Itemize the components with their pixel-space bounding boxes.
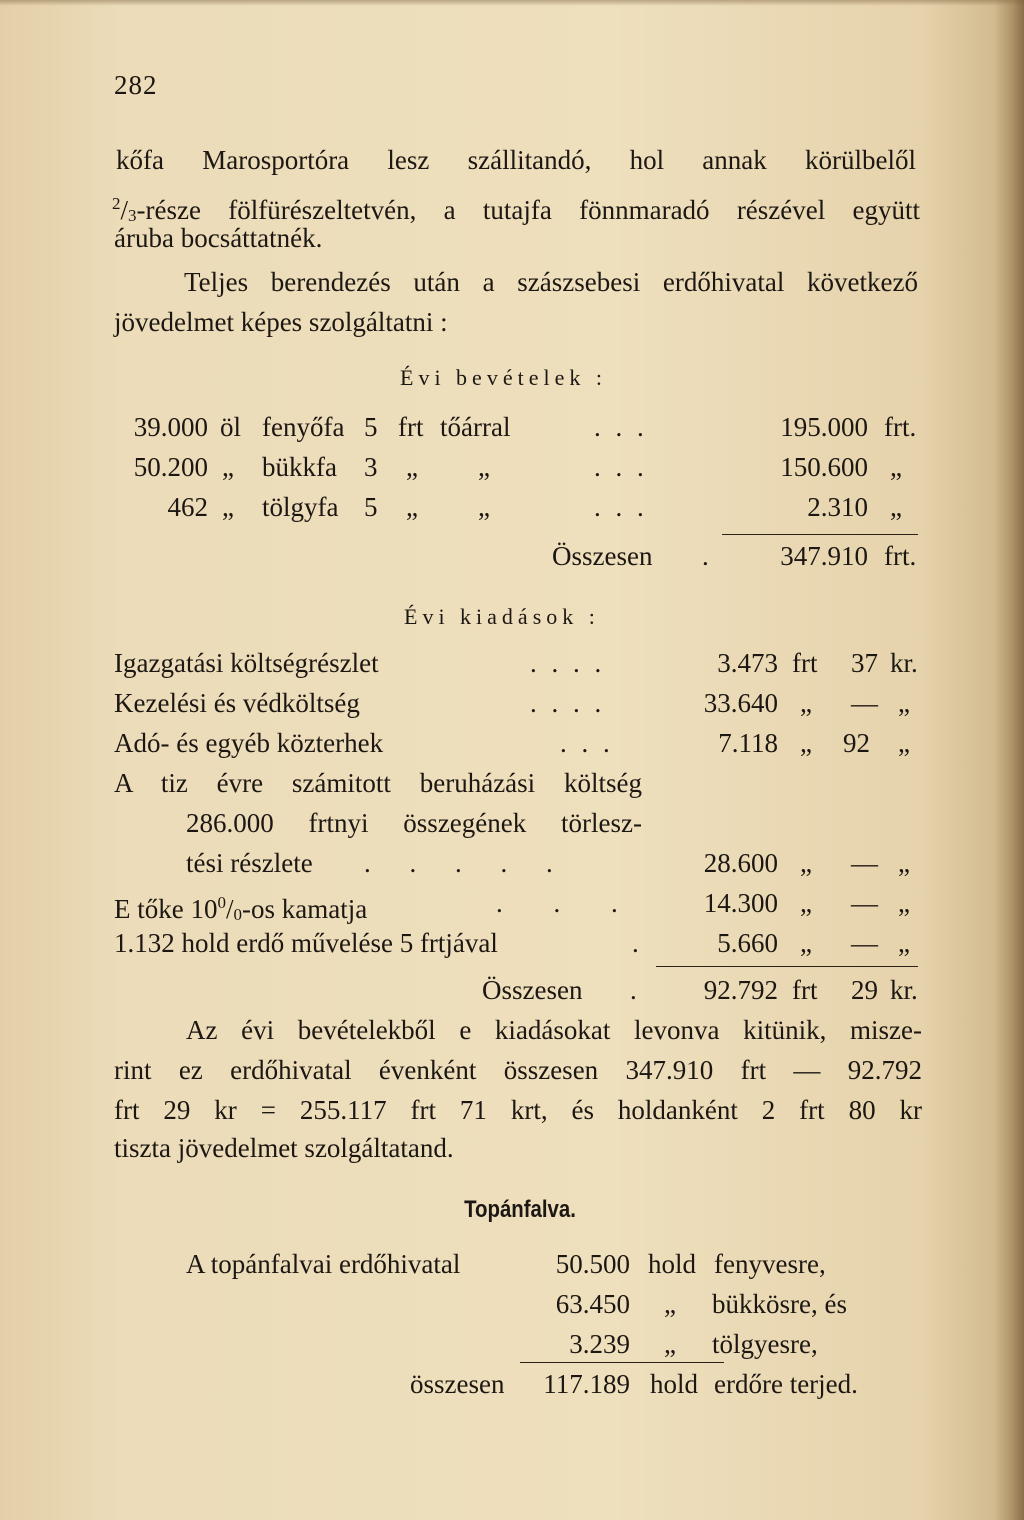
expense-kr: — (851, 688, 878, 718)
intro-line-5: jövedelmet képes szolgáltatni : (114, 307, 448, 337)
income-amount: 195.000 (780, 412, 868, 442)
expense-kr-unit: „ (898, 928, 910, 958)
percent-sub: 0 (233, 905, 242, 924)
income-qty: 462 (167, 492, 208, 522)
income-total-currency: frt. (884, 541, 917, 571)
expenses-total-dot: . (630, 975, 637, 1005)
conclusion-line-3: frt 29 kr = 255.117 frt 71 krt, és holdanként 2 frt 80 kr (114, 1095, 922, 1125)
expense-frt: „ (800, 688, 812, 718)
expense-kr: — (851, 928, 878, 958)
topanfalva-desc: fenyvesre, (714, 1249, 826, 1279)
expenses-total-frt: frt (792, 975, 818, 1005)
topanfalva-total-amount: 117.189 (543, 1369, 630, 1399)
income-amount: 150.600 (780, 452, 868, 482)
conclusion-line-4: tiszta jövedelmet szolgáltatand. (114, 1133, 454, 1163)
expenses-total-kr-unit: kr. (890, 975, 918, 1005)
expense-label-part: E tőke 10 (114, 894, 218, 924)
topanfalva-unit: „ (664, 1289, 676, 1319)
expenses-total-amount: 92.792 (703, 975, 778, 1005)
income-rate-desc: „ (478, 492, 490, 522)
expense-label-line-1: A tiz évre számitott beruházási költség (114, 768, 642, 798)
expense-frt: „ (800, 728, 812, 758)
percent-sup: 0 (217, 893, 226, 912)
expense-frt: „ (800, 848, 812, 878)
intro-line-3: áruba bocsáttatnék. (114, 223, 323, 253)
expense-frt: frt (792, 648, 818, 678)
income-unit: „ (222, 492, 234, 522)
income-dots: . . . (594, 412, 648, 442)
expense-label: Kezelési és védköltség (114, 688, 360, 718)
expenses-total-rule (656, 966, 918, 967)
percent-slash: / (225, 894, 234, 924)
income-qty: 50.200 (133, 452, 208, 482)
income-currency: „ (890, 492, 902, 522)
fraction-denominator: 3 (128, 206, 137, 225)
income-unit: öl (220, 412, 242, 442)
topanfalva-total-desc: erdőre terjed. (714, 1369, 858, 1399)
intro-line-2: $^2$/3-része fölfürészeltetvén, a tutajfa fönnmaradó részével együtt (112, 194, 920, 225)
expense-dots: . . . . . (364, 848, 569, 878)
topanfalva-total-unit: hold (650, 1369, 699, 1399)
expense-kr: 92 (843, 728, 870, 758)
topanfalva-unit: „ (664, 1329, 676, 1359)
intro-line-1: kőfa Marosportóra lesz szállitandó, hol annak körülbelől (116, 145, 916, 175)
expense-dots: . . . . (530, 688, 606, 718)
expense-amount: 33.640 (703, 688, 778, 718)
expense-amount: 7.118 (718, 728, 778, 758)
income-currency: „ (890, 452, 902, 482)
income-rate: 3 (364, 452, 378, 482)
fraction-numerator: 2 (112, 194, 121, 213)
page-top-shadow (0, 0, 1024, 6)
expense-label-line-3: tési részlete (186, 848, 313, 878)
expense-frt: „ (800, 928, 812, 958)
expense-kr-unit: kr. (890, 648, 918, 678)
expense-dots: . . . (560, 728, 614, 758)
income-rate: 5 (364, 492, 378, 522)
section-title: Topánfalva. (464, 1196, 576, 1223)
expense-kr: — (851, 848, 878, 878)
topanfalva-unit: hold (648, 1249, 697, 1279)
expense-frt: „ (800, 888, 812, 918)
income-total-label: Összesen (552, 541, 653, 571)
income-rate-unit: „ (406, 452, 418, 482)
income-total-amount: 347.910 (780, 541, 868, 571)
expense-kr-unit: „ (898, 848, 910, 878)
income-rate: 5 (364, 412, 378, 442)
expense-label-line-2: 286.000 frtnyi összegének törlesz- (186, 808, 642, 838)
expense-label (114, 887, 367, 931)
expense-amount: 14.300 (703, 888, 778, 918)
topanfalva-desc: tölgyesre, (712, 1329, 818, 1359)
expenses-total-label: Összesen (482, 975, 583, 1005)
expenses-heading: Évi kiadások : (404, 604, 600, 629)
income-currency: frt. (884, 412, 917, 442)
topanfalva-total-label: összesen (410, 1369, 505, 1399)
topanfalva-intro: A topánfalvai erdőhivatal (186, 1249, 461, 1279)
intro-line-4: Teljes berendezés után a szászsebesi erdőhivatal következő (184, 267, 918, 297)
expense-dots: . . . . (530, 648, 606, 678)
topanfalva-desc: bükkösre, és (712, 1289, 847, 1319)
expense-label: 1.132 hold erdő művelése 5 frtjával (114, 928, 498, 958)
expense-label: Igazgatási költségrészlet (114, 648, 379, 678)
income-amount: 2.310 (807, 492, 868, 522)
income-rate-unit: frt (398, 412, 424, 442)
income-dots: . . . (594, 452, 648, 482)
expense-amount: 5.660 (717, 928, 778, 958)
expense-kr: — (851, 888, 878, 918)
topanfalva-total-rule (520, 1362, 724, 1363)
income-dots: . . . (594, 492, 648, 522)
conclusion-line-2: rint ez erdőhivatal évenként összesen 347.910 frt — 92.792 (114, 1055, 922, 1085)
conclusion-line-1: Az évi bevételekből e kiadásokat levonva kitünik, misze- (186, 1015, 922, 1045)
expense-dots: . . . (496, 888, 640, 918)
expenses-total-kr: 29 (851, 975, 878, 1005)
expense-dots: . (632, 928, 639, 958)
income-total-rule (722, 534, 918, 535)
income-rate-desc: „ (478, 452, 490, 482)
topanfalva-amount: 50.500 (555, 1249, 630, 1279)
income-rate-unit: „ (406, 492, 418, 522)
income-heading: Évi bevételek : (400, 365, 607, 390)
topanfalva-amount: 63.450 (555, 1289, 630, 1319)
topanfalva-amount: 3.239 (569, 1329, 630, 1359)
income-rate-desc: tőárral (440, 412, 511, 442)
expense-label-part: -os kamatja (242, 894, 368, 924)
page-spine-shadow (994, 0, 1024, 1520)
expense-amount: 28.600 (703, 848, 778, 878)
income-unit: „ (222, 452, 234, 482)
income-kind: tölgyfa (262, 492, 339, 522)
expense-kr-unit: „ (898, 888, 910, 918)
expense-kr: 37 (851, 648, 878, 678)
expense-kr-unit: „ (898, 728, 910, 758)
page-number: 282 (114, 70, 158, 100)
income-total-dot: . (702, 541, 709, 571)
expense-kr-unit: „ (898, 688, 910, 718)
income-qty: 39.000 (133, 412, 208, 442)
income-kind: fenyőfa (262, 412, 345, 442)
intro-line-2-text: -része fölfürészeltetvén, a tutajfa fönnmaradó részével együtt (136, 195, 920, 225)
expense-amount: 3.473 (717, 648, 778, 678)
income-kind: bükkfa (262, 452, 337, 482)
expense-label: Adó- és egyéb közterhek (114, 728, 384, 758)
